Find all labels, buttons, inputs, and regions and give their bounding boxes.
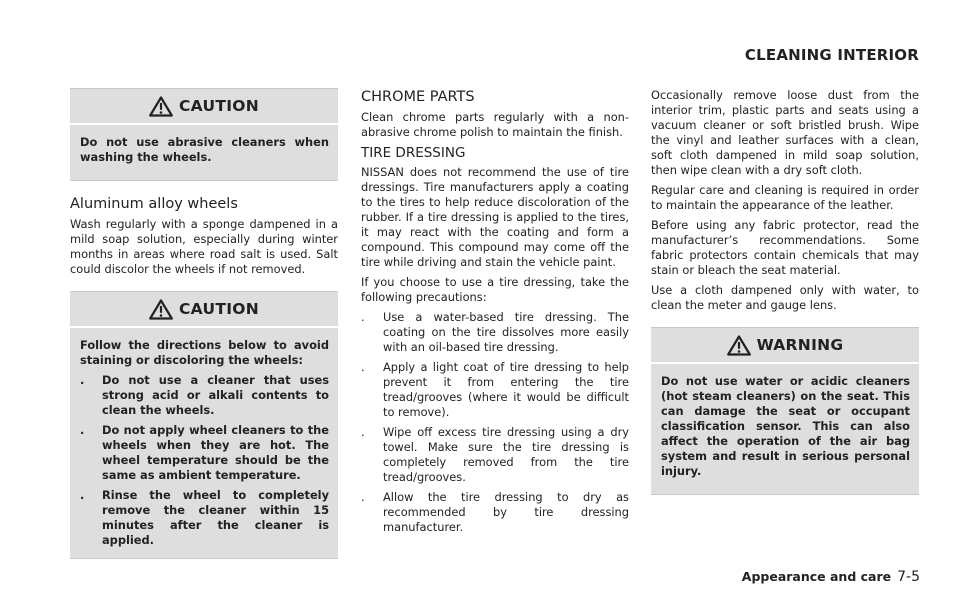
caution-box-wheel-cleaners	[70, 291, 338, 559]
caution-title: CAUTION	[178, 97, 260, 115]
page-number: 7-5	[897, 569, 920, 585]
warning-header	[651, 328, 919, 364]
paragraph-tire-dressing: NISSAN does not recommend the use of tire dressings. Tire manufacturers apply a coating to the tires to help reduce discoloration of the rubber. If a tire dressing is applied to the tires, it may react with the coating and form a compound. This compound may come off the tire while driving and stain the vehicle paint.	[361, 165, 629, 269]
list-item: . Do not apply wheel cleaners to the wheels when they are hot. The wheel temperature should be the same as ambient temperature.	[80, 423, 329, 482]
caution-bullet-list	[80, 373, 329, 548]
list-item: . Wipe off excess tire dressing using a dry towel. Make sure the tire dressing is completely removed from the tire tread/grooves.	[361, 425, 629, 484]
column-left	[70, 88, 338, 559]
footer-chapter-label: Appearance and care	[741, 569, 892, 584]
bullet-mark: .	[361, 360, 365, 374]
paragraph-aluminum-wheels: Wash regularly with a sponge dampened in a mild soap solution, especially during winter months in areas where road salt is used. Salt could discolor the wheels if not removed.	[70, 217, 338, 276]
warning-title: WARNING	[756, 336, 844, 354]
caution-box-wheels-abrasive	[70, 88, 338, 181]
bullet-mark: .	[80, 423, 85, 437]
section-title: CLEANING INTERIOR	[744, 46, 919, 64]
paragraph-meter-lens: Use a cloth dampened only with water, to clean the meter and gauge lens.	[651, 283, 919, 312]
warning-triangle-icon	[149, 96, 173, 117]
paragraph-interior-dust: Occasionally remove loose dust from the interior trim, plastic parts and seats using a vacuum cleaner or soft bristled brush. Wipe the vinyl and leather surfaces with a clean, soft cloth dampened in mild soap solution, then wipe clean with a dry soft cloth.	[651, 88, 919, 177]
tire-precaution-list	[361, 310, 629, 535]
heading-aluminum-wheels: Aluminum alloy wheels	[70, 196, 238, 212]
bullet-mark: .	[361, 425, 365, 439]
warning-triangle-icon	[149, 299, 173, 320]
paragraph-tire-precautions: If you choose to use a tire dressing, take the following precautions:	[361, 275, 629, 304]
column-right	[651, 88, 919, 495]
bullet-mark: .	[80, 488, 85, 502]
paragraph-fabric-protector: Before using any fabric protector, read the manufacturer’s recommendations. Some fabric protectors contain chemicals that may stain or bleach the seat material.	[651, 218, 919, 277]
heading-chrome-parts: CHROME PARTS	[361, 89, 475, 105]
caution-header	[70, 89, 338, 125]
warning-box-seat-cleaners	[651, 327, 919, 495]
column-middle	[361, 88, 629, 540]
caution-header	[70, 292, 338, 328]
paragraph-chrome-parts: Clean chrome parts regularly with a non-abrasive chrome polish to maintain the finish.	[361, 110, 629, 139]
caution-text: Do not use abrasive cleaners when washing the wheels.	[80, 135, 329, 164]
list-item: . Rinse the wheel to completely remove the cleaner within 15 minutes after the cleaner is applied.	[80, 488, 329, 547]
bullet-mark: .	[361, 490, 365, 504]
bullet-mark: .	[80, 373, 85, 387]
list-item: . Do not use a cleaner that uses strong acid or alkali contents to clean the wheels.	[80, 373, 329, 417]
page-footer	[742, 569, 920, 585]
warning-triangle-icon	[727, 335, 751, 356]
heading-tire-dressing: TIRE DRESSING	[361, 145, 466, 161]
list-item: . Allow the tire dressing to dry as recommended by tire dressing manufacturer.	[361, 490, 629, 534]
bullet-mark: .	[361, 310, 365, 324]
list-item: . Apply a light coat of tire dressing to help prevent it from entering the tire tread/grooves (where it would be difficult to remove).	[361, 360, 629, 419]
list-item: . Use a water-based tire dressing. The coating on the tire dissolves more easily with an oil-based tire dressing.	[361, 310, 629, 354]
paragraph-leather-care: Regular care and cleaning is required in order to maintain the appearance of the leather.	[651, 183, 919, 212]
caution-title: CAUTION	[178, 300, 260, 318]
caution-intro: Follow the directions below to avoid staining or discoloring the wheels:	[80, 338, 329, 367]
warning-text: Do not use water or acidic cleaners (hot steam cleaners) on the seat. This can damage the seat or occupant classification sensor. This can also affect the operation of the air bag system and result in serious personal injury.	[661, 374, 910, 478]
